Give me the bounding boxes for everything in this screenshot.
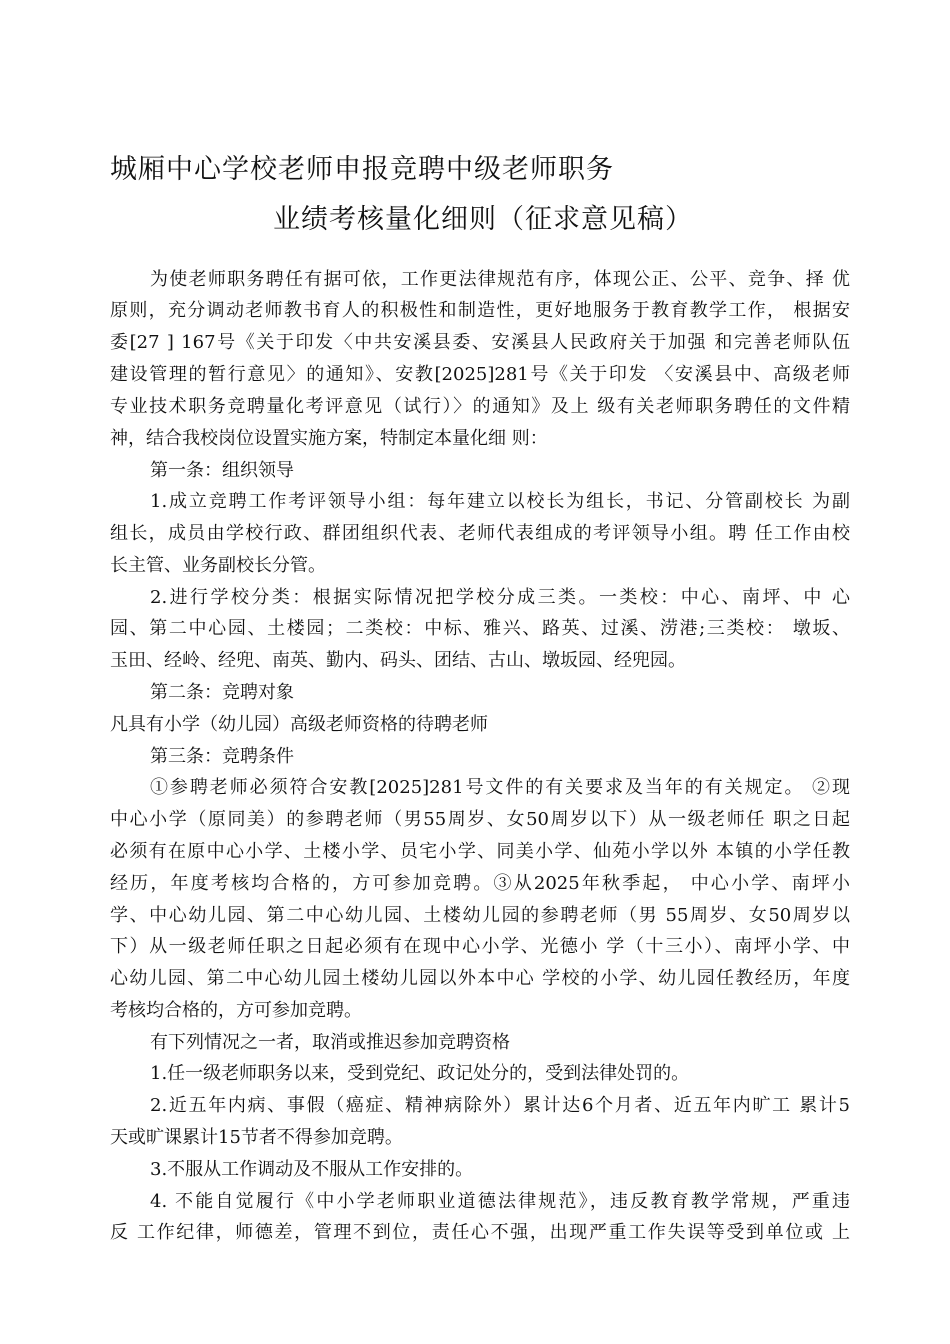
list-item: 1.任一级老师职务以来，受到党纪、政记处分的，受到法律处罚的。 xyxy=(150,1063,690,1084)
paragraph-line: 园、第二中心园、土楼园；二类校：中标、雅兴、路英、过溪、涝港;三类校： 墩坂、 xyxy=(110,618,850,639)
paragraph-line: 神，结合我校岗位设置实施方案，特制定本量化细 则： xyxy=(110,428,548,449)
list-item: 4. 不能自觉履行《中小学老师职业道德法律规范》，违反教育教学常规，严重违 xyxy=(150,1191,850,1212)
paragraph-line: 经历，年度考核均合格的，方可参加竞聘。③从2025年秋季起， 中心小学、南坪小 xyxy=(110,873,850,894)
paragraph-line: 建设管理的暂行意见〉的通知》、安教[2025]281号《关于印发 〈安溪县中、高级老师 xyxy=(110,364,850,385)
paragraph-line: 玉田、经岭、经兜、南英、勤内、码头、团结、古山、墩坂园、经兜园。 xyxy=(110,650,686,671)
paragraph-line: 长主管、业务副校长分管。 xyxy=(110,555,326,576)
document-title-line-2: 业绩考核量化细则（征求意见稿） xyxy=(273,204,693,235)
paragraph-line: 中心小学（原同美）的参聘老师（男55周岁、女50周岁以下）从一级老师任 职之日起 xyxy=(110,809,850,830)
document-title-line-1: 城厢中心学校老师申报竞聘中级老师职务 xyxy=(110,154,614,185)
paragraph-line: 为使老师职务聘任有据可依，工作更法律规范有序，体现公正、公平、竞争、择 优 xyxy=(150,269,850,290)
paragraph-line: 组长，成员由学校行政、群团组织代表、老师代表组成的考评领导小组。聘 任工作由校 xyxy=(110,523,850,544)
list-item: 3.不服从工作调动及不服从工作安排的。 xyxy=(150,1159,474,1180)
paragraph-line: 委[27 ] 167号《关于印发〈中共安溪县委、安溪县人民政府关于加强 和完善老师队伍 xyxy=(110,332,850,353)
paragraph-line: 专业技术职务竞聘量化考评意见（试行）〉的通知》及上 级有关老师职务聘任的文件精 xyxy=(110,396,850,417)
paragraph-line: 下）从一级老师任职之日起必须有在现中心小学、光德小 学（十三小）、南坪小学、中 xyxy=(110,936,850,957)
paragraph-line: 必须有在原中心小学、土楼小学、员宅小学、同美小学、仙苑小学以外 本镇的小学任教 xyxy=(110,841,850,862)
section-heading: 第一条：组织领导 xyxy=(150,460,294,481)
list-item: 2.近五年内病、事假（癌症、精神病除外）累计达6个月者、近五年内旷工 累计5 xyxy=(150,1095,850,1116)
paragraph-line: 凡具有小学（幼儿园）高级老师资格的待聘老师 xyxy=(110,714,488,735)
paragraph-line: ①参聘老师必须符合安教[2025]281号文件的有关要求及当年的有关规定。 ②现 xyxy=(150,777,850,798)
paragraph-line: 反 工作纪律，师德差，管理不到位，责任心不强，出现严重工作失误等受到单位或 上 xyxy=(110,1222,850,1243)
section-heading: 第二条：竞聘对象 xyxy=(150,682,294,703)
paragraph-line: 1.成立竞聘工作考评领导小组：每年建立以校长为组长，书记、分管副校长 为副 xyxy=(150,491,850,512)
paragraph-line: 有下列情况之一者，取消或推迟参加竞聘资格 xyxy=(150,1032,510,1053)
paragraph-line: 2.进行学校分类：根据实际情况把学校分成三类。一类校：中心、南坪、中 心 xyxy=(150,587,850,608)
paragraph-line: 原则，充分调动老师教书育人的积极性和制造性，更好地服务于教育教学工作， 根据安 xyxy=(110,300,850,321)
paragraph-line: 考核均合格的，方可参加竞聘。 xyxy=(110,1000,362,1021)
paragraph-line: 天或旷课累计15节者不得参加竞聘。 xyxy=(110,1127,403,1148)
section-heading: 第三条：竞聘条件 xyxy=(150,746,294,767)
paragraph-line: 心幼儿园、第二中心幼儿园土楼幼儿园以外本中心 学校的小学、幼儿园任教经历，年度 xyxy=(110,968,850,989)
paragraph-line: 学、中心幼儿园、第二中心幼儿园、土楼幼儿园的参聘老师（男 55周岁、女50周岁以 xyxy=(110,905,850,926)
